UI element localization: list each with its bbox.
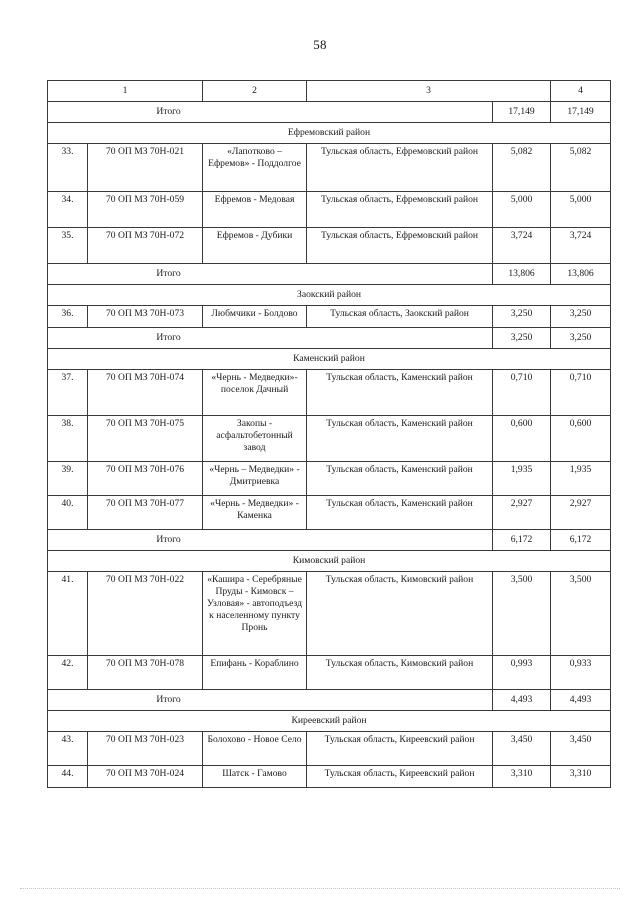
row-number: 38. <box>48 416 88 462</box>
row-number: 43. <box>48 732 88 766</box>
district-header-row <box>48 551 611 572</box>
column-header-3: 3 <box>307 81 551 102</box>
length-value-col3: 2,927 <box>493 496 551 530</box>
district-header-row <box>48 285 611 306</box>
subtotal-value-col3: 3,250 <box>493 328 551 349</box>
table-body <box>48 81 611 788</box>
length-value-col3: 0,600 <box>493 416 551 462</box>
district-header-row <box>48 123 611 144</box>
road-location: Тульская область, Каменский район <box>307 416 493 462</box>
table-row <box>48 306 611 328</box>
length-value-col4: 0,933 <box>551 656 611 690</box>
subtotal-value-col3: 6,172 <box>493 530 551 551</box>
length-value-col3: 3,450 <box>493 732 551 766</box>
district-name: Киреевский район <box>48 711 611 732</box>
length-value-col4: 0,600 <box>551 416 611 462</box>
subtotal-row <box>48 328 611 349</box>
subtotal-value-col4: 4,493 <box>551 690 611 711</box>
length-value-col4: 0,710 <box>551 370 611 416</box>
table-row <box>48 228 611 264</box>
district-name: Каменский район <box>48 349 611 370</box>
road-id-code: 70 ОП МЗ 70Н-021 <box>88 144 203 192</box>
length-value-col4: 5,082 <box>551 144 611 192</box>
row-number: 44. <box>48 766 88 788</box>
length-value-col3: 0,710 <box>493 370 551 416</box>
road-id-code: 70 ОП МЗ 70Н-073 <box>88 306 203 328</box>
road-location: Тульская область, Каменский район <box>307 370 493 416</box>
subtotal-label: Итого <box>48 328 493 349</box>
subtotal-row <box>48 264 611 285</box>
length-value-col4: 3,250 <box>551 306 611 328</box>
road-id-code: 70 ОП МЗ 70Н-075 <box>88 416 203 462</box>
subtotal-label: Итого <box>48 530 493 551</box>
table-row <box>48 144 611 192</box>
table-row <box>48 732 611 766</box>
district-name: Заокский район <box>48 285 611 306</box>
subtotal-row <box>48 690 611 711</box>
column-header-row <box>48 81 611 102</box>
road-name: «Чернь - Медведки» - Каменка <box>203 496 307 530</box>
road-name: «Лапотково – Ефремов» - Поддолгое <box>203 144 307 192</box>
road-location: Тульская область, Заокский район <box>307 306 493 328</box>
road-id-code: 70 ОП МЗ 70Н-072 <box>88 228 203 264</box>
length-value-col3: 3,250 <box>493 306 551 328</box>
road-location: Тульская область, Каменский район <box>307 462 493 496</box>
road-location: Тульская область, Ефремовский район <box>307 192 493 228</box>
subtotal-row <box>48 102 611 123</box>
road-name: Ефремов - Дубики <box>203 228 307 264</box>
length-value-col4: 3,310 <box>551 766 611 788</box>
subtotal-label: Итого <box>48 264 493 285</box>
road-id-code: 70 ОП МЗ 70Н-024 <box>88 766 203 788</box>
subtotal-label: Итого <box>48 690 493 711</box>
row-number: 33. <box>48 144 88 192</box>
page-number: 58 <box>313 37 327 52</box>
road-location: Тульская область, Киреевский район <box>307 732 493 766</box>
road-location: Тульская область, Ефремовский район <box>307 228 493 264</box>
length-value-col4: 1,935 <box>551 462 611 496</box>
length-value-col3: 3,500 <box>493 572 551 656</box>
road-name: Болохово - Новое Село <box>203 732 307 766</box>
length-value-col3: 3,724 <box>493 228 551 264</box>
road-name: Ефремов - Медовая <box>203 192 307 228</box>
row-number: 34. <box>48 192 88 228</box>
row-number: 36. <box>48 306 88 328</box>
subtotal-value-col3: 13,806 <box>493 264 551 285</box>
length-value-col4: 2,927 <box>551 496 611 530</box>
length-value-col3: 3,310 <box>493 766 551 788</box>
road-id-code: 70 ОП МЗ 70Н-078 <box>88 656 203 690</box>
length-value-col4: 3,450 <box>551 732 611 766</box>
column-header-2: 2 <box>203 81 307 102</box>
road-id-code: 70 ОП МЗ 70Н-059 <box>88 192 203 228</box>
table-row <box>48 370 611 416</box>
length-value-col4: 5,000 <box>551 192 611 228</box>
length-value-col3: 5,000 <box>493 192 551 228</box>
road-name: Закопы - асфальтобетонный завод <box>203 416 307 462</box>
subtotal-value-col4: 17,149 <box>551 102 611 123</box>
subtotal-value-col3: 17,149 <box>493 102 551 123</box>
length-value-col3: 0,993 <box>493 656 551 690</box>
row-number: 40. <box>48 496 88 530</box>
subtotal-value-col4: 13,806 <box>551 264 611 285</box>
subtotal-row <box>48 530 611 551</box>
district-name: Кимовский район <box>48 551 611 572</box>
length-value-col4: 3,724 <box>551 228 611 264</box>
road-location: Тульская область, Каменский район <box>307 496 493 530</box>
subtotal-value-col4: 3,250 <box>551 328 611 349</box>
row-number: 37. <box>48 370 88 416</box>
district-header-row <box>48 349 611 370</box>
road-id-code: 70 ОП МЗ 70Н-076 <box>88 462 203 496</box>
road-id-code: 70 ОП МЗ 70Н-077 <box>88 496 203 530</box>
row-number: 39. <box>48 462 88 496</box>
road-name: «Чернь – Медведки» - Дмитриевка <box>203 462 307 496</box>
road-register-table <box>47 80 611 788</box>
table-row <box>48 496 611 530</box>
table-row <box>48 766 611 788</box>
road-location: Тульская область, Ефремовский район <box>307 144 493 192</box>
subtotal-label: Итого <box>48 102 493 123</box>
road-name: «Чернь - Медведки»- поселок Дачный <box>203 370 307 416</box>
row-number: 35. <box>48 228 88 264</box>
scan-artifact-line <box>20 888 620 891</box>
row-number: 41. <box>48 572 88 656</box>
length-value-col3: 1,935 <box>493 462 551 496</box>
table-row <box>48 462 611 496</box>
subtotal-value-col3: 4,493 <box>493 690 551 711</box>
length-value-col3: 5,082 <box>493 144 551 192</box>
road-id-code: 70 ОП МЗ 70Н-074 <box>88 370 203 416</box>
road-name: Любмчики - Болдово <box>203 306 307 328</box>
district-header-row <box>48 711 611 732</box>
road-name: Епифань - Кораблино <box>203 656 307 690</box>
road-location: Тульская область, Кимовский район <box>307 656 493 690</box>
subtotal-value-col4: 6,172 <box>551 530 611 551</box>
column-header-4: 4 <box>551 81 611 102</box>
road-name: Шатск - Гамово <box>203 766 307 788</box>
road-location: Тульская область, Киреевский район <box>307 766 493 788</box>
table-row <box>48 572 611 656</box>
road-name: «Кашира - Серебряные Пруды - Кимовск – Узловая» - автоподъезд к населенному пункту Пронь <box>203 572 307 656</box>
district-name: Ефремовский район <box>48 123 611 144</box>
table-row <box>48 416 611 462</box>
row-number: 42. <box>48 656 88 690</box>
road-id-code: 70 ОП МЗ 70Н-022 <box>88 572 203 656</box>
road-id-code: 70 ОП МЗ 70Н-023 <box>88 732 203 766</box>
table-row <box>48 656 611 690</box>
road-location: Тульская область, Кимовский район <box>307 572 493 656</box>
length-value-col4: 3,500 <box>551 572 611 656</box>
table-row <box>48 192 611 228</box>
column-header-1: 1 <box>48 81 203 102</box>
